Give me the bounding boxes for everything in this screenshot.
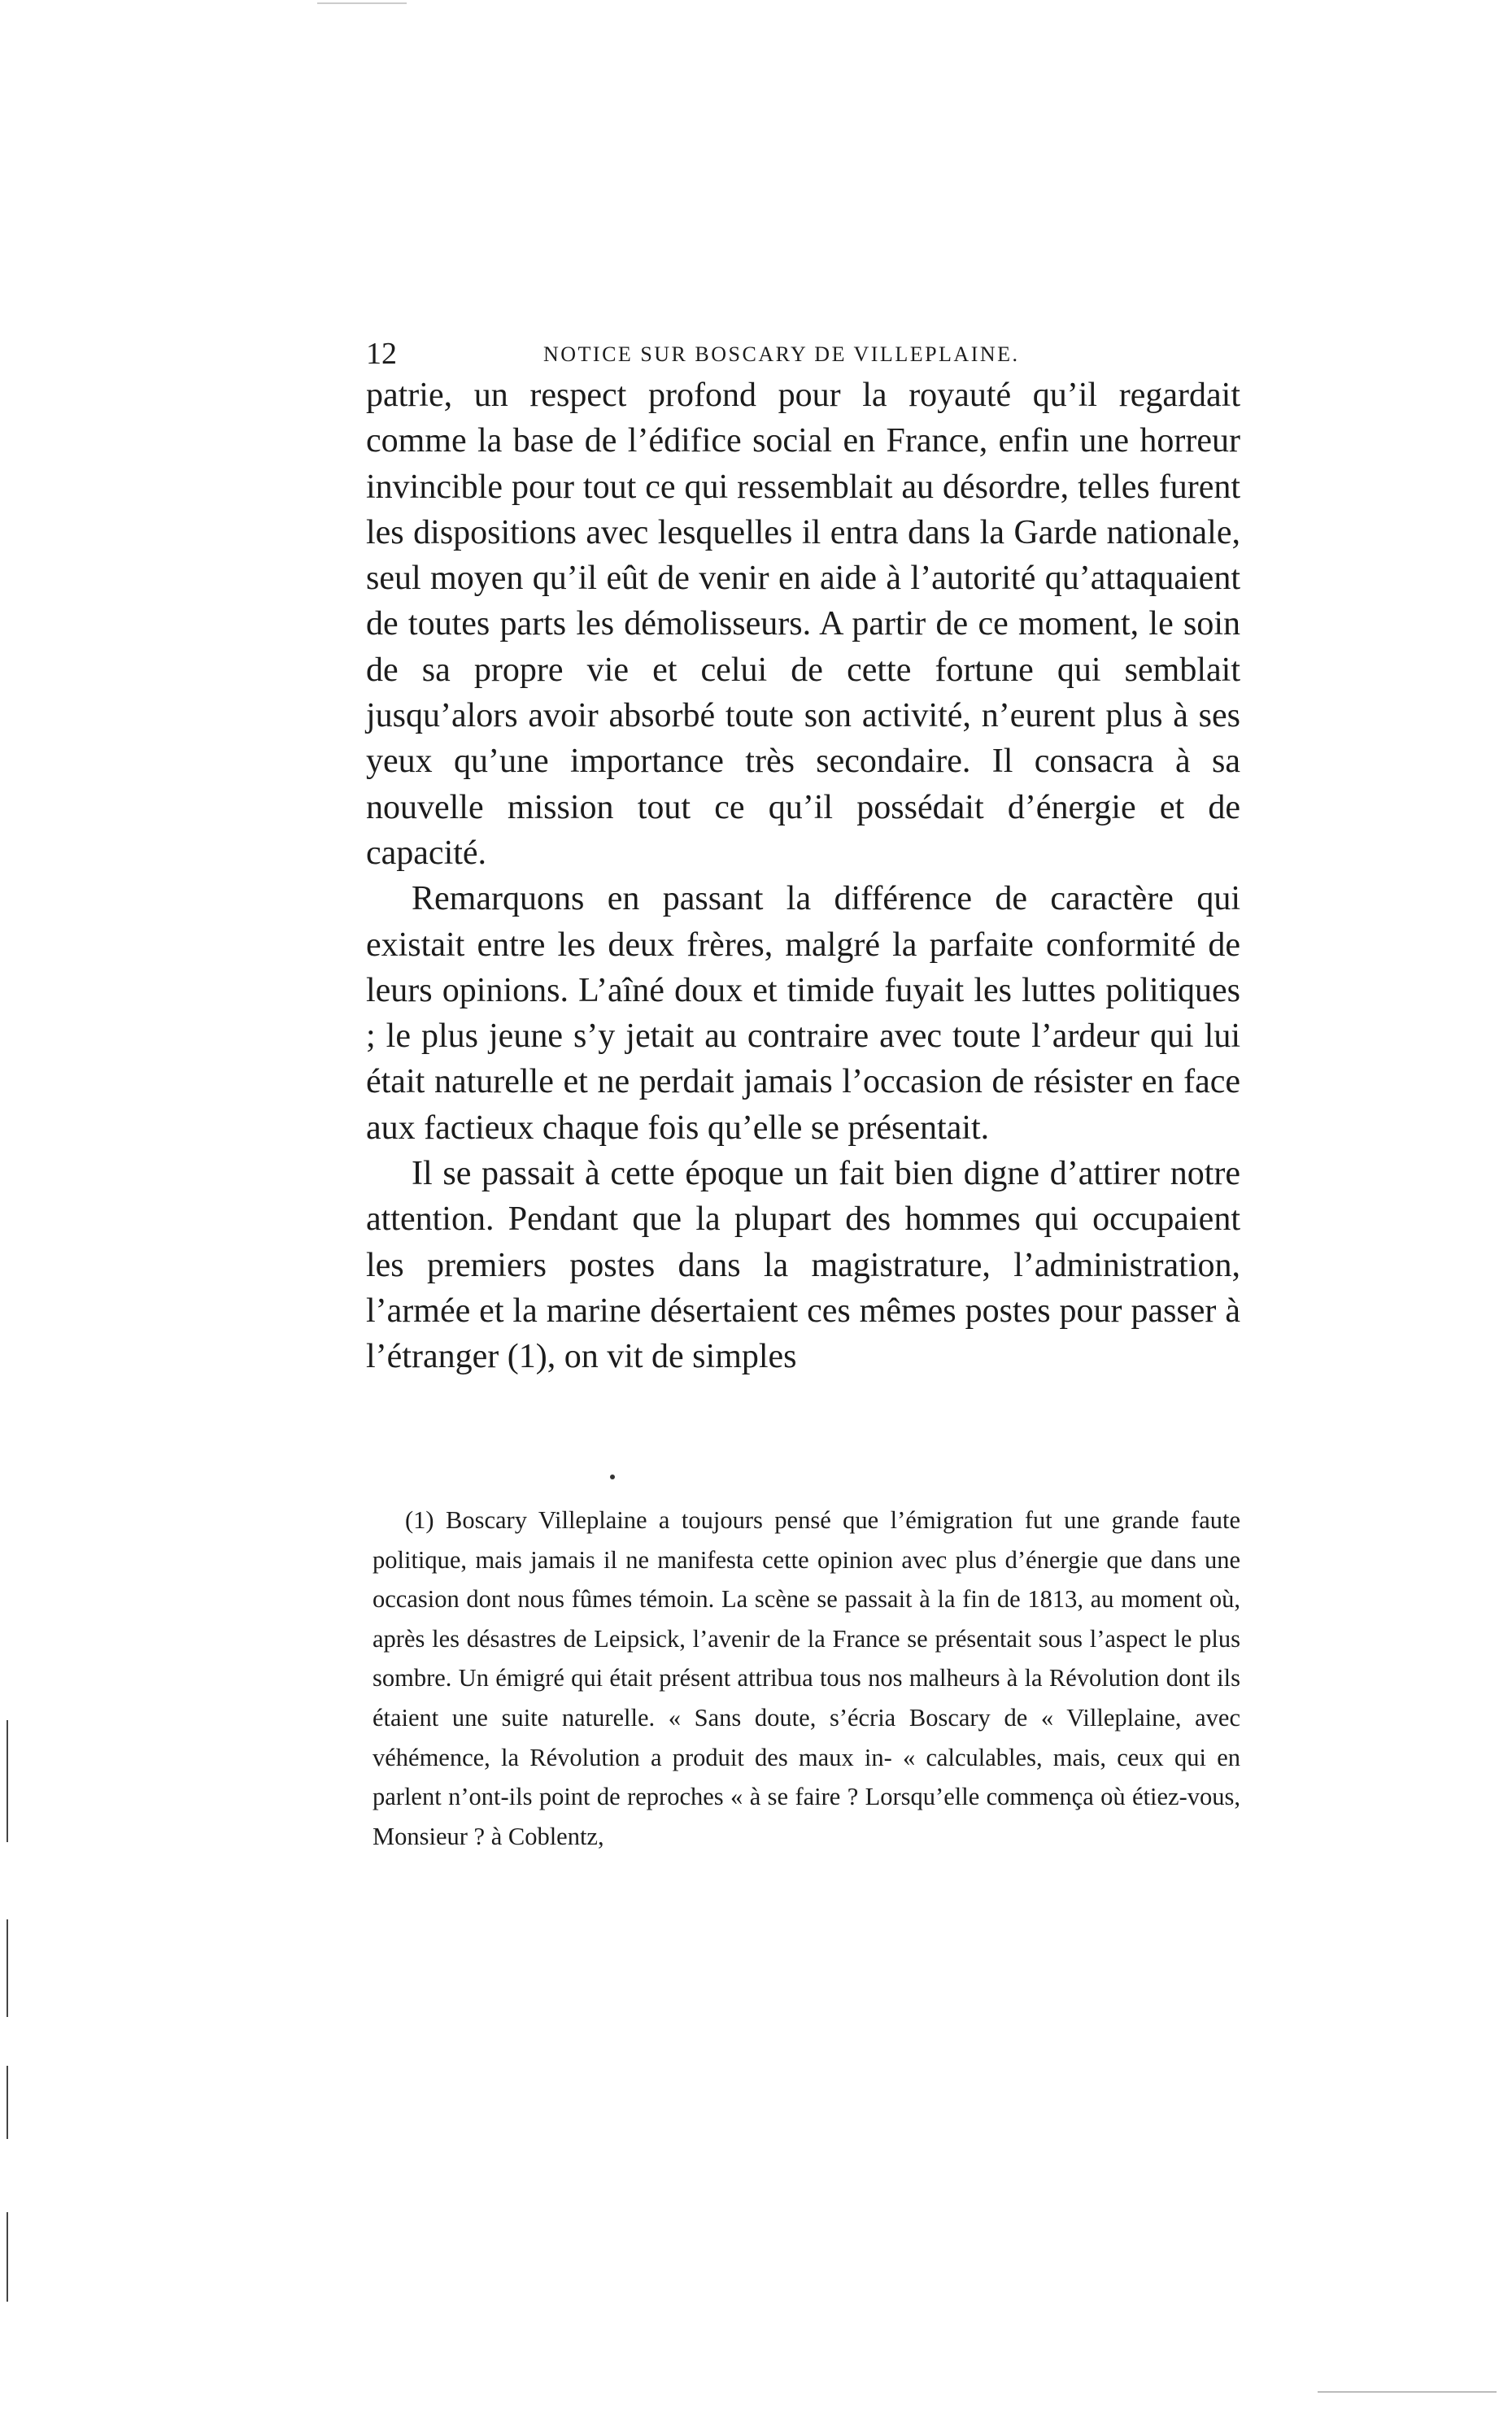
paragraph-1: patrie, un respect profond pour la royauté qu’il regardait comme la base de l’édifice social en France, enfin une horreur invincible pour tout ce qui ressemblait au désordre, telles furent les dispositions avec lesquelles il entra dans la Garde nationale, seul moyen qu’il eût de venir en aide à l’autorité qu’attaquaient de toutes parts les démolisseurs. A partir de ce moment, le soin de sa propre vie et celui de cette fortune qui semblait jusqu’alors avoir absorbé toute son activité, n’eurent plus à ses yeux qu’une importance très secondaire. Il consacra à sa nouvelle mission tout ce qu’il possédait d’énergie et de capacité. xyxy=(366,377,1240,872)
paragraph-2: Remarquons en passant la différence de caractère qui existait entre les deux frères, malgré la parfaite conformité de leurs opinions. L’aîné doux et timide fuyait les luttes politiques ; le plus jeune s’y jetait au contraire avec toute l’ardeur qui lui était naturelle et ne perdait jamais l’occasion de résister en face aux factieux chaque fois qu’elle se présentait. xyxy=(366,880,1240,1147)
scan-artifact xyxy=(7,2066,8,2139)
running-title: NOTICE SUR BOSCARY DE VILLEPLAINE. xyxy=(543,342,1020,366)
footnote-separator xyxy=(610,1475,615,1479)
scan-artifact xyxy=(1318,2391,1497,2393)
footnote: (1) Boscary Villeplaine a toujours pensé que l’émigration fut une grande faute politique, mais jamais il ne manifesta cette opinion avec plus d’énergie que dans une occasion dont nous fûmes témoin. La scène se passait à la fin de 1813, au moment où, après les désastres de Leipsick, l’avenir de la France se présentait sous l’aspect le plus sombre. Un émigré qui était présent attribua tous nos malheurs à la Révolution dont ils étaient une suite naturelle. « Sans doute, s’écria Boscary de « Villeplaine, avec véhémence, la Révolution a produit des maux in- « calculables, mais, ceux qui en parlent n’ont-ils point de reproches « à se faire ? Lorsqu’elle commença où étiez-vous, Monsieur ? à Coblentz, xyxy=(373,1506,1240,1850)
scan-artifact xyxy=(7,1919,8,2017)
scan-artifact xyxy=(7,2212,8,2302)
scan-artifact xyxy=(7,1720,8,1842)
paragraph-3: Il se passait à cette époque un fait bien digne d’attirer notre attention. Pendant que la plupart des hommes qui occupaient les premiers postes dans la magistrature, l’administration, l’armée et la marine désertaient ces mêmes postes pour passer à l’étranger (1), on vit de simples xyxy=(366,1155,1240,1376)
main-text xyxy=(366,372,1240,1380)
page-number: 12 xyxy=(366,337,397,371)
scan-artifact xyxy=(317,2,407,4)
page-header xyxy=(366,333,1253,374)
